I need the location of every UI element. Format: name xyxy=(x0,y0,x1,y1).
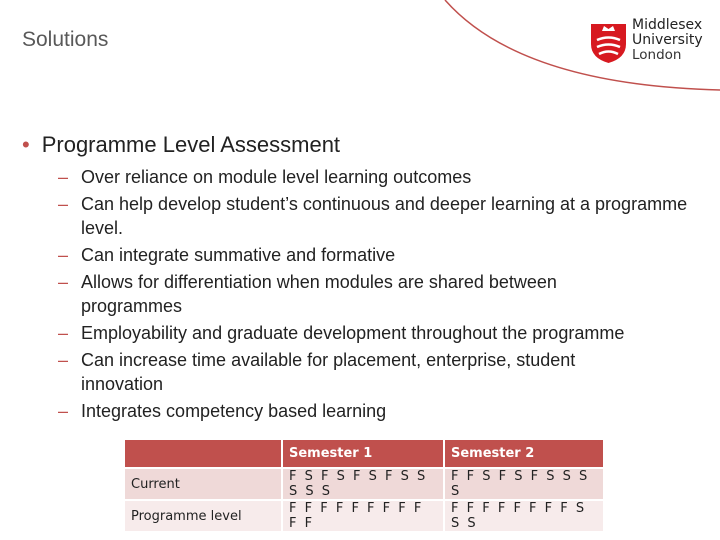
subpoint-list xyxy=(58,165,698,426)
table-cell: F F F F F F F F S S S xyxy=(444,500,604,532)
dash-icon: – xyxy=(58,167,69,187)
subpoint-text: Can integrate summative and formative xyxy=(81,245,396,265)
bullet-icon: • xyxy=(22,132,30,157)
dash-icon: – xyxy=(58,194,69,214)
header-cell: Semester 2 xyxy=(444,439,604,468)
dash-icon: – xyxy=(58,350,69,370)
assessment-table xyxy=(123,438,605,533)
table-header xyxy=(124,439,604,468)
table-cell: F F S F S F S S S S xyxy=(444,468,604,500)
dash-icon: – xyxy=(58,245,69,265)
subpoint-text: Can help develop student’s continuous and deeper learning at a programme level. xyxy=(81,194,688,238)
subpoint xyxy=(58,192,698,240)
subpoint-text: Employability and graduate development throughout the programme xyxy=(81,323,625,343)
logo-line: London xyxy=(632,47,682,63)
subpoint-text: Over reliance on module level learning outcomes xyxy=(81,167,472,187)
main-bullet xyxy=(22,132,340,158)
subpoint-text: Can increase time available for placement, enterprise, student innovation xyxy=(81,350,576,394)
shield-icon xyxy=(590,18,627,64)
logo-line: University xyxy=(632,32,703,48)
dash-icon: – xyxy=(58,323,69,343)
table-row xyxy=(124,500,604,532)
header-cell: Semester 1 xyxy=(282,439,444,468)
middlesex-logo xyxy=(590,18,703,64)
table-cell: F F F F F F F F F F F xyxy=(282,500,444,532)
subpoint xyxy=(58,399,698,423)
subpoint-text: Allows for differentiation when modules are shared between programmes xyxy=(81,272,557,316)
slide-title: Solutions xyxy=(22,28,109,51)
table-row xyxy=(124,468,604,500)
dash-icon: – xyxy=(58,401,69,421)
subpoint xyxy=(58,243,698,267)
subpoint xyxy=(58,321,698,345)
header-cell xyxy=(124,439,282,468)
row-label: Programme level xyxy=(124,500,282,532)
subpoint xyxy=(58,165,698,189)
logo-line: Middlesex xyxy=(632,17,703,33)
dash-icon: – xyxy=(58,272,69,292)
subpoint xyxy=(58,270,621,318)
table-cell: F S F S F S F S S S S S xyxy=(282,468,444,500)
subpoint xyxy=(58,348,661,396)
subpoint-text: Integrates competency based learning xyxy=(81,401,387,421)
bullet-text: Programme Level Assessment xyxy=(41,132,341,157)
row-label: Current xyxy=(124,468,282,500)
